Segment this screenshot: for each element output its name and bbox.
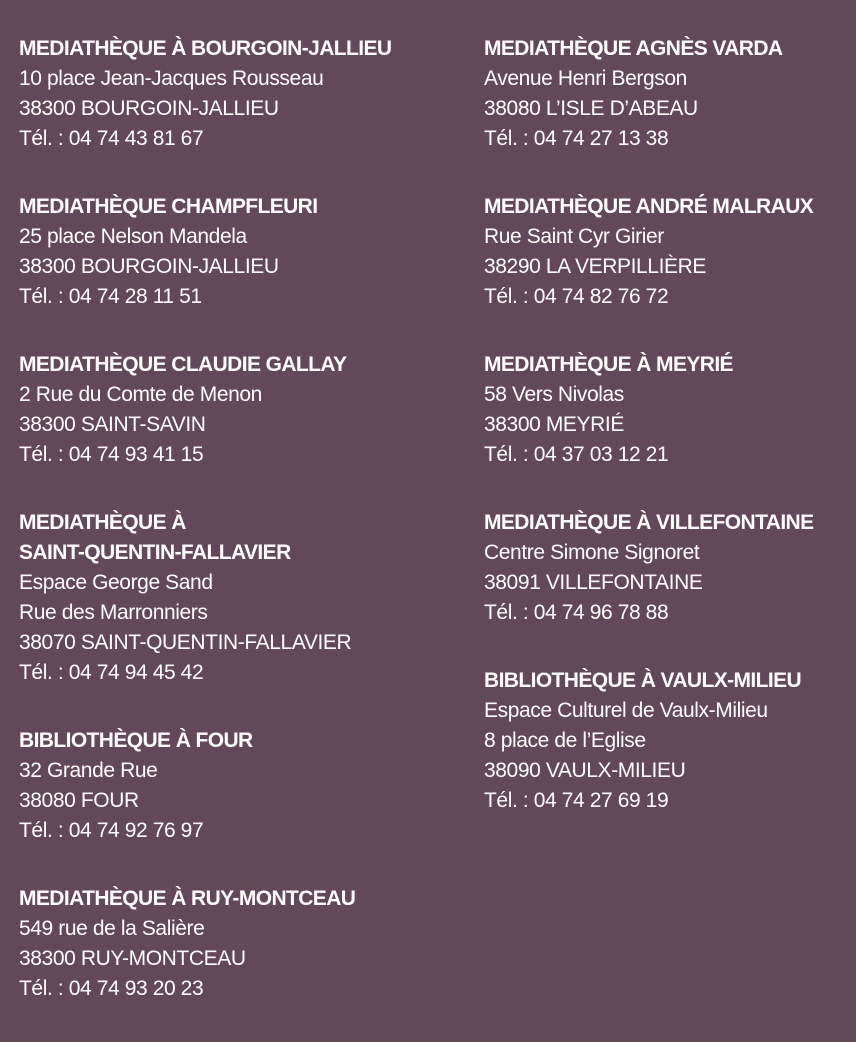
- library-phone: Tél. : 04 74 28 11 51: [19, 285, 202, 308]
- library-entry: [19, 350, 469, 470]
- library-entry: [484, 350, 854, 470]
- library-city: 38300 RUY-MONTCEAU: [19, 947, 246, 970]
- library-city: 38300 SAINT-SAVIN: [19, 413, 206, 436]
- library-entry: [19, 192, 469, 312]
- library-street: Rue des Marronniers: [19, 601, 208, 624]
- library-phone: Tél. : 04 74 96 78 88: [484, 601, 669, 624]
- library-entry: [19, 726, 469, 846]
- library-name: MEDIATHÈQUE AGNÈS VARDA: [484, 37, 783, 60]
- library-name: MEDIATHÈQUE ANDRÉ MALRAUX: [484, 195, 814, 218]
- library-street: Rue Saint Cyr Girier: [484, 225, 664, 248]
- library-name: MEDIATHÈQUE À RUY-MONTCEAU: [19, 887, 356, 910]
- library-venue: Espace Culturel de Vaulx-Milieu: [484, 699, 768, 722]
- library-name: MEDIATHÈQUE CHAMPFLEURI: [19, 195, 318, 218]
- right-column: [484, 34, 854, 854]
- library-street: 10 place Jean-Jacques Rousseau: [19, 67, 324, 90]
- library-street: Avenue Henri Bergson: [484, 67, 687, 90]
- library-phone: Tél. : 04 74 93 41 15: [19, 443, 204, 466]
- library-name: BIBLIOTHÈQUE À FOUR: [19, 729, 253, 752]
- library-venue: Espace George Sand: [19, 571, 213, 594]
- library-entry: [484, 508, 854, 628]
- library-name: MEDIATHÈQUE À MEYRIÉ: [484, 353, 733, 376]
- library-entry: [484, 34, 854, 154]
- library-phone: Tél. : 04 74 92 76 97: [19, 819, 204, 842]
- library-phone: Tél. : 04 74 27 69 19: [484, 789, 669, 812]
- library-city: 38290 LA VERPILLIÈRE: [484, 255, 706, 278]
- library-city: 38080 FOUR: [19, 789, 139, 812]
- library-name: MEDIATHÈQUE À BOURGOIN-JALLIEU: [19, 37, 392, 60]
- left-column: [19, 34, 469, 1042]
- library-entry: [484, 192, 854, 312]
- library-name: MEDIATHÈQUE À: [19, 511, 186, 534]
- library-phone: Tél. : 04 74 93 20 23: [19, 977, 204, 1000]
- library-city: 38300 BOURGOIN-JALLIEU: [19, 255, 279, 278]
- library-street: 25 place Nelson Mandela: [19, 225, 247, 248]
- library-name: MEDIATHÈQUE CLAUDIE GALLAY: [19, 353, 347, 376]
- library-street: 32 Grande Rue: [19, 759, 158, 782]
- library-phone: Tél. : 04 37 03 12 21: [484, 443, 669, 466]
- library-street: 58 Vers Nivolas: [484, 383, 624, 406]
- library-name-continued: SAINT-QUENTIN-FALLAVIER: [19, 541, 291, 564]
- library-name: MEDIATHÈQUE À VILLEFONTAINE: [484, 511, 814, 534]
- library-city: 38080 L’ISLE D’ABEAU: [484, 97, 698, 120]
- library-phone: Tél. : 04 74 27 13 38: [484, 127, 669, 150]
- library-phone: Tél. : 04 74 82 76 72: [484, 285, 669, 308]
- library-venue: Centre Simone Signoret: [484, 541, 700, 564]
- library-entry: [19, 508, 469, 688]
- library-phone: Tél. : 04 74 43 81 67: [19, 127, 204, 150]
- library-city: 38070 SAINT-QUENTIN-FALLAVIER: [19, 631, 352, 654]
- library-street: 2 Rue du Comte de Menon: [19, 383, 262, 406]
- library-entry: [19, 884, 469, 1004]
- library-entry: [19, 34, 469, 154]
- library-entry: [484, 666, 854, 816]
- library-city: 38091 VILLEFONTAINE: [484, 571, 703, 594]
- library-city: 38300 MEYRIÉ: [484, 413, 624, 436]
- library-city: 38090 VAULX-MILIEU: [484, 759, 686, 782]
- library-city: 38300 BOURGOIN-JALLIEU: [19, 97, 279, 120]
- library-street: 549 rue de la Salière: [19, 917, 205, 940]
- library-street: 8 place de l’Eglise: [484, 729, 646, 752]
- library-phone: Tél. : 04 74 94 45 42: [19, 661, 204, 684]
- library-name: BIBLIOTHÈQUE À VAULX-MILIEU: [484, 669, 802, 692]
